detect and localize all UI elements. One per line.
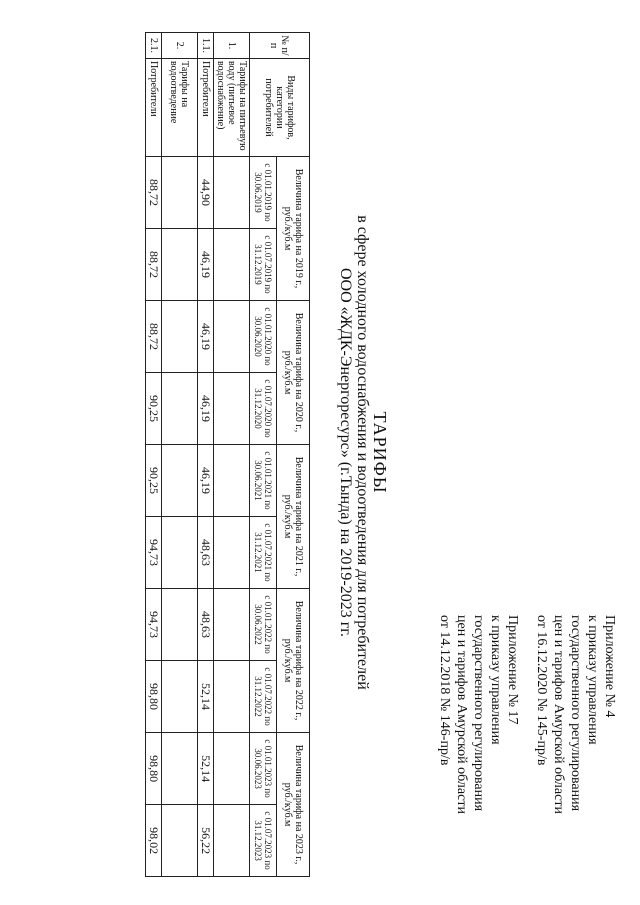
tariff-value: 94,73 xyxy=(146,517,162,589)
appendix-line: Приложение № 4 xyxy=(602,615,617,718)
header-period: с 01.07.2019 по 31.12.2019 xyxy=(250,229,277,301)
table-header-row xyxy=(277,33,310,877)
header-period: с 01.01.2020 по 30.06.2020 xyxy=(250,301,277,373)
appendix-line: от 14.12.2018 № 146-пр/в xyxy=(437,615,452,766)
header-period: с 01.07.2021 по 31.12.2021 xyxy=(250,517,277,589)
tariff-value: 46,19 xyxy=(198,445,214,517)
tariff-value: 98,80 xyxy=(146,661,162,733)
appendix-line: цен и тарифов Амурской области xyxy=(454,615,469,814)
tariff-value: 88,72 xyxy=(146,229,162,301)
appendix-line: от 16.12.2020 № 145-пр/в xyxy=(534,615,549,766)
tariff-value: 90,25 xyxy=(146,373,162,445)
appendix-line: цен и тарифов Амурской области xyxy=(551,615,566,814)
tariff-value: 88,72 xyxy=(146,157,162,229)
row-name: Тарифы на питьевую воду (питьевое водоснабжение) xyxy=(214,59,250,157)
header-period: с 01.07.2023 по 31.12.2023 xyxy=(250,805,277,877)
header-period: с 01.01.2022 по 30.06.2022 xyxy=(250,589,277,661)
appendix-block-1 xyxy=(533,615,618,867)
tariff-value: 46,19 xyxy=(198,373,214,445)
tariff-value xyxy=(162,661,198,733)
tariff-value: 52,14 xyxy=(198,733,214,805)
tariff-value xyxy=(214,373,250,445)
tariff-table xyxy=(145,32,310,877)
appendix-line: к приказу управления xyxy=(585,615,600,745)
appendix-block-2 xyxy=(436,615,521,867)
row-name: Тарифы на водоотведение xyxy=(162,59,198,157)
header-year-2022: Величина тарифа на 2022 г., руб./куб.м xyxy=(277,589,310,733)
tariff-value xyxy=(214,301,250,373)
tariff-value xyxy=(214,733,250,805)
tariff-value xyxy=(214,445,250,517)
header-period: с 01.01.2021 по 30.06.2021 xyxy=(250,445,277,517)
tariff-value xyxy=(214,661,250,733)
appendix-line: государственного регулирования xyxy=(568,615,583,812)
header-period: с 01.01.2019 по 30.06.2019 xyxy=(250,157,277,229)
tariff-value xyxy=(214,157,250,229)
row-num: 2.1. xyxy=(146,33,162,59)
tariff-value: 56,22 xyxy=(198,805,214,877)
tariff-value: 98,02 xyxy=(146,805,162,877)
header-year-2021: Величина тарифа на 2021 г., руб./куб.м xyxy=(277,445,310,589)
tariff-value xyxy=(162,373,198,445)
document-title xyxy=(337,0,388,905)
header-kind: Виды тарифов, категории потребителей xyxy=(250,59,310,157)
row-name: Потребители xyxy=(198,59,214,157)
tariff-value: 46,19 xyxy=(198,229,214,301)
tariff-value: 48,63 xyxy=(198,517,214,589)
table-row xyxy=(146,33,162,877)
tariff-value xyxy=(214,517,250,589)
tariff-value xyxy=(214,229,250,301)
header-year-2020: Величина тарифа на 2020 г., руб./куб.м xyxy=(277,301,310,445)
table-row xyxy=(162,33,198,877)
tariff-value: 94,73 xyxy=(146,589,162,661)
table-row xyxy=(198,33,214,877)
appendix-line: Приложение № 17 xyxy=(505,615,520,725)
row-name: Потребители xyxy=(146,59,162,157)
title-line-2: в сфере холодного водоснабжения и водоотведения для потребителей xyxy=(354,215,371,690)
tariff-value xyxy=(162,805,198,877)
tariff-value: 46,19 xyxy=(198,301,214,373)
appendix-line: государственного регулирования xyxy=(471,615,486,812)
appendix-header xyxy=(436,615,618,867)
header-year-2023: Величина тарифа на 2023 г., руб./куб.м xyxy=(277,733,310,877)
tariff-value xyxy=(162,301,198,373)
header-period: с 01.07.2020 по 31.12.2020 xyxy=(250,373,277,445)
tariff-value: 44,90 xyxy=(198,157,214,229)
tariff-value xyxy=(162,157,198,229)
row-num: 2. xyxy=(162,33,198,59)
tariff-value: 90,25 xyxy=(146,445,162,517)
row-num: 1. xyxy=(214,33,250,59)
header-period: с 01.01.2023 по 30.06.2023 xyxy=(250,733,277,805)
tariff-value xyxy=(162,517,198,589)
title-line-3: ООО «ЖДК-Энергоресурс» (г.Тында) на 2019-2023 гг. xyxy=(337,267,354,638)
tariff-value: 52,14 xyxy=(198,661,214,733)
row-num: 1.1. xyxy=(198,33,214,59)
header-num: № п/п xyxy=(250,33,310,59)
tariff-value: 88,72 xyxy=(146,301,162,373)
tariff-value xyxy=(162,229,198,301)
table-row xyxy=(214,33,250,877)
tariff-value xyxy=(162,589,198,661)
appendix-line: к приказу управления xyxy=(488,615,503,745)
table-period-row xyxy=(250,33,277,877)
title-main: ТАРИФЫ xyxy=(370,411,390,494)
tariff-value: 48,63 xyxy=(198,589,214,661)
tariff-value xyxy=(214,805,250,877)
header-year-2019: Величина тарифа на 2019 г., руб./куб.м xyxy=(277,157,310,301)
header-period: с 01.07.2022 по 31.12.2022 xyxy=(250,661,277,733)
tariff-value xyxy=(162,733,198,805)
tariff-value: 98,80 xyxy=(146,733,162,805)
tariff-value xyxy=(214,589,250,661)
tariff-value xyxy=(162,445,198,517)
